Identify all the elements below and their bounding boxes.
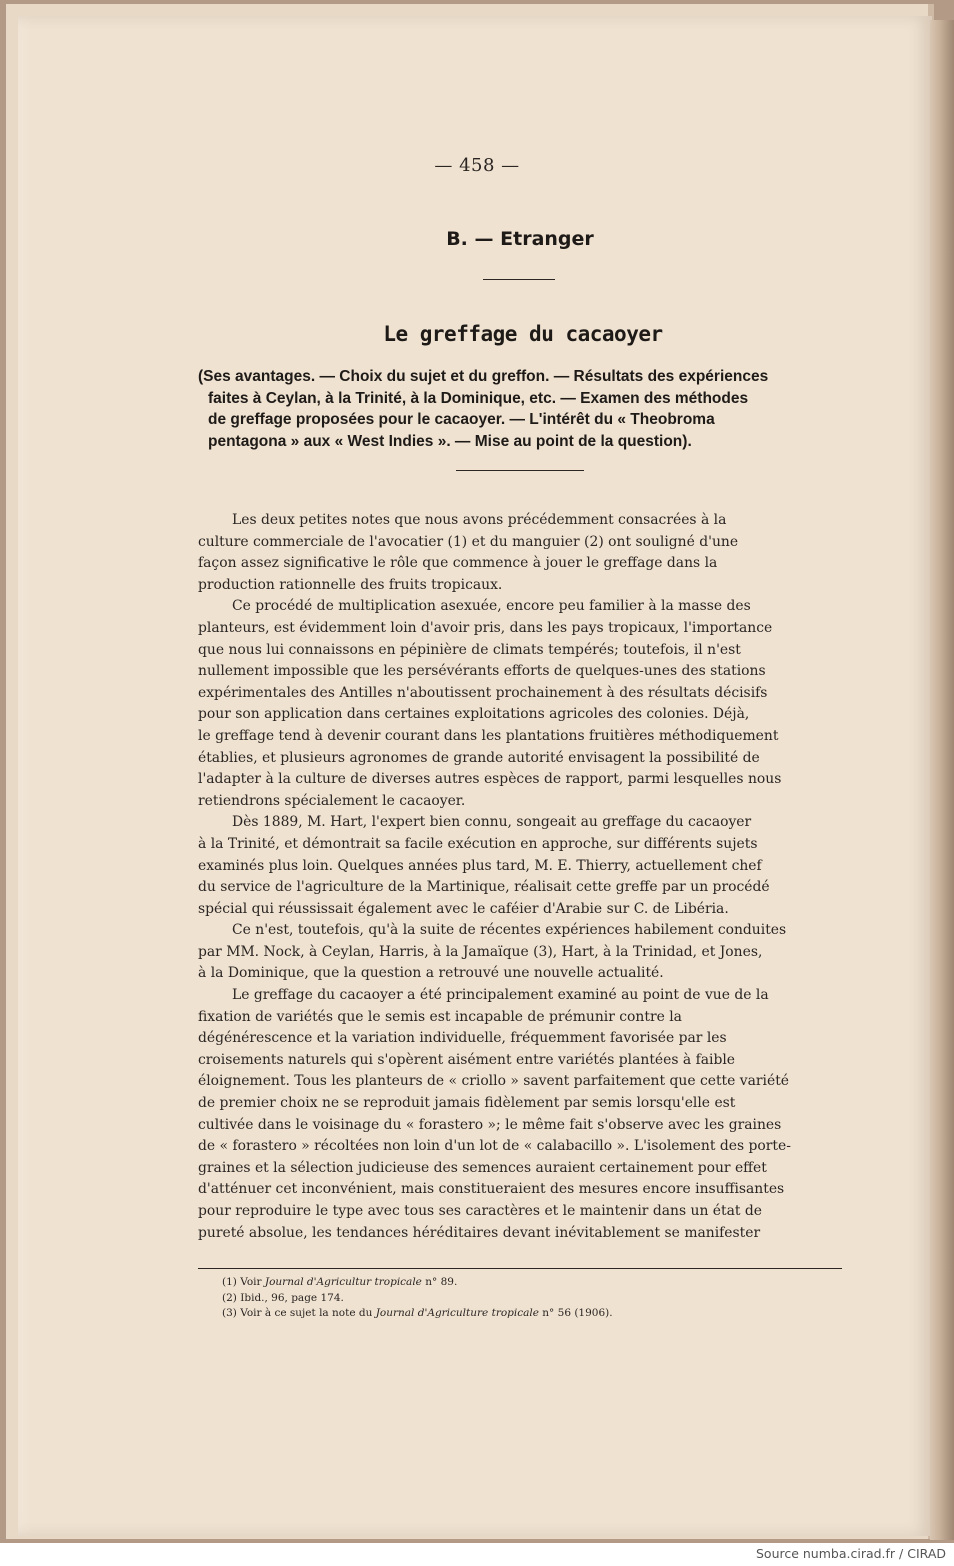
body-line: spécial qui réussissait également avec le caféier d'Arabie sur C. de Libéria.	[198, 900, 729, 917]
footnote-rest: n° 89.	[421, 1276, 458, 1288]
body-line: pour reproduire le type avec tous ses caractères et le maintenir dans un état de	[198, 1203, 762, 1219]
body-line: culture commerciale de l'avocatier (1) et du manguier (2) ont souligné d'une	[198, 533, 739, 550]
body-line: éloignement. Tous les planteurs de « criollo » savent parfaitement que cette variété	[198, 1073, 790, 1090]
footnote	[222, 1275, 842, 1291]
section-heading: B. — Etranger	[446, 228, 594, 250]
summary-line: faites à Ceylan, à la Trinité, à la Dominique, etc. — Examen des méthodes	[208, 389, 749, 407]
article-summary	[198, 366, 858, 452]
footnote-label: (3) Voir à ce sujet la note du	[222, 1307, 376, 1319]
footnote-label: (2) Ibid., 96, page 174.	[222, 1291, 344, 1304]
body-line: Le greffage du cacaoyer a été principalement examiné au point de vue de la	[232, 987, 769, 1004]
body-line: le greffage tend à devenir courant dans les plantations fruitières méthodiquement	[198, 727, 779, 744]
body-line: production rationnelle des fruits tropicaux.	[198, 576, 503, 593]
body-line: pour son application dans certaines exploitations agricoles des colonies. Déjà,	[198, 706, 750, 723]
summary-line: (Ses avantages. — Choix du sujet et du greffon. — Résultats des expériences	[198, 368, 769, 385]
body-line: expérimentales des Antilles n'aboutissent prochainement à des résultats décisifs	[198, 684, 768, 701]
body-line: examinés plus loin. Quelques années plus tard, M. E. Thierry, actuellement chef	[198, 857, 762, 874]
body-line: Ce n'est, toutefois, qu'à la suite de récentes expériences habilement conduites	[232, 922, 787, 939]
page-number: — 458 —	[434, 155, 520, 176]
body-line: fixation de variétés que le semis est incapable de prémunir contre la	[198, 1008, 682, 1025]
body-line: à la Dominique, que la question a retrouvé une nouvelle actualité.	[198, 965, 664, 982]
body-line: graines et la sélection judicieuse des semences auraient certainement pour effet	[198, 1159, 767, 1176]
body-line: Ce procédé de multiplication asexuée, encore peu familier à la masse des	[232, 598, 751, 615]
summary-line: de greffage proposées pour le cacaoyer. — L'intérêt du « Theobroma	[208, 411, 715, 428]
summary-line: pentagona » aux « West Indies ». — Mise au point de la question).	[208, 432, 692, 450]
body-line: planteurs, est évidemment loin d'avoir pris, dans les pays tropicaux, l'importance	[198, 619, 773, 636]
body-line: du service de l'agriculture de la Martinique, réalisait cette greffe par un procédé	[198, 879, 770, 896]
body-line: retiendrons spécialement le cacaoyer.	[198, 792, 466, 809]
body-line: par MM. Nock, à Ceylan, Harris, à la Jamaïque (3), Hart, à la Trinidad, et Jones,	[198, 943, 763, 960]
divider-rule	[483, 279, 555, 280]
body-line: que nous lui connaissons en pépinière de climats tempérés; toutefois, il n'est	[198, 641, 741, 658]
body-line: Dès 1889, M. Hart, l'expert bien connu, songeait au greffage du cacaoyer	[232, 814, 752, 831]
body-line: de premier choix ne se reproduit jamais fidèlement par semis lorsqu'elle est	[198, 1095, 736, 1112]
body-line: pureté absolue, les tendances héréditaires devant inévitablement se manifester	[198, 1224, 761, 1241]
body-line: façon assez significative le rôle que commence à jouer le greffage dans la	[198, 555, 718, 572]
body-line: de « forastero » récoltées non loin d'un lot de « calabacillo ». L'isolement des porte-	[198, 1138, 791, 1155]
body-line: Les deux petites notes que nous avons précédemment consacrées à la	[232, 512, 727, 528]
footnote-rest: n° 56 (1906).	[538, 1307, 613, 1319]
body-line: établies, et plusieurs agronomes de grande autorité envisagent la possibilité de	[198, 749, 760, 766]
source-credit: Source numba.cirad.fr / CIRAD	[755, 1546, 946, 1561]
footnote-label: (1) Voir	[222, 1276, 265, 1288]
article-body	[198, 510, 842, 1244]
footnote-rule	[198, 1268, 842, 1269]
footnote-reference: Journal d'Agricultur tropicale	[264, 1276, 422, 1288]
footnotes	[222, 1275, 842, 1322]
footnote	[222, 1306, 842, 1322]
body-line: d'atténuer cet inconvénient, mais constitueraient des mesures encore insuffisantes	[198, 1181, 785, 1198]
article-title: Le greffage du cacaoyer	[383, 322, 663, 346]
body-line: nullement impossible que les persévérants efforts de quelques-unes des stations	[198, 663, 766, 680]
divider-rule	[456, 470, 584, 471]
body-line: l'adapter à la culture de diverses autres espèces de rapport, parmi lesquelles nous	[198, 771, 782, 788]
footnote	[222, 1291, 842, 1307]
body-line: croisements naturels qui s'opèrent aisément entre variétés plantées à faible	[198, 1051, 736, 1068]
body-line: dégénérescence et la variation individuelle, fréquemment favorisée par les	[198, 1030, 727, 1047]
body-line: à la Trinité, et démontrait sa facile exécution en approche, sur différents sujets	[198, 835, 758, 852]
footnote-reference: Journal d'Agriculture tropicale	[375, 1307, 539, 1319]
body-line: cultivée dans le voisinage du « forastero »; le même fait s'observe avec les graines	[198, 1116, 782, 1133]
